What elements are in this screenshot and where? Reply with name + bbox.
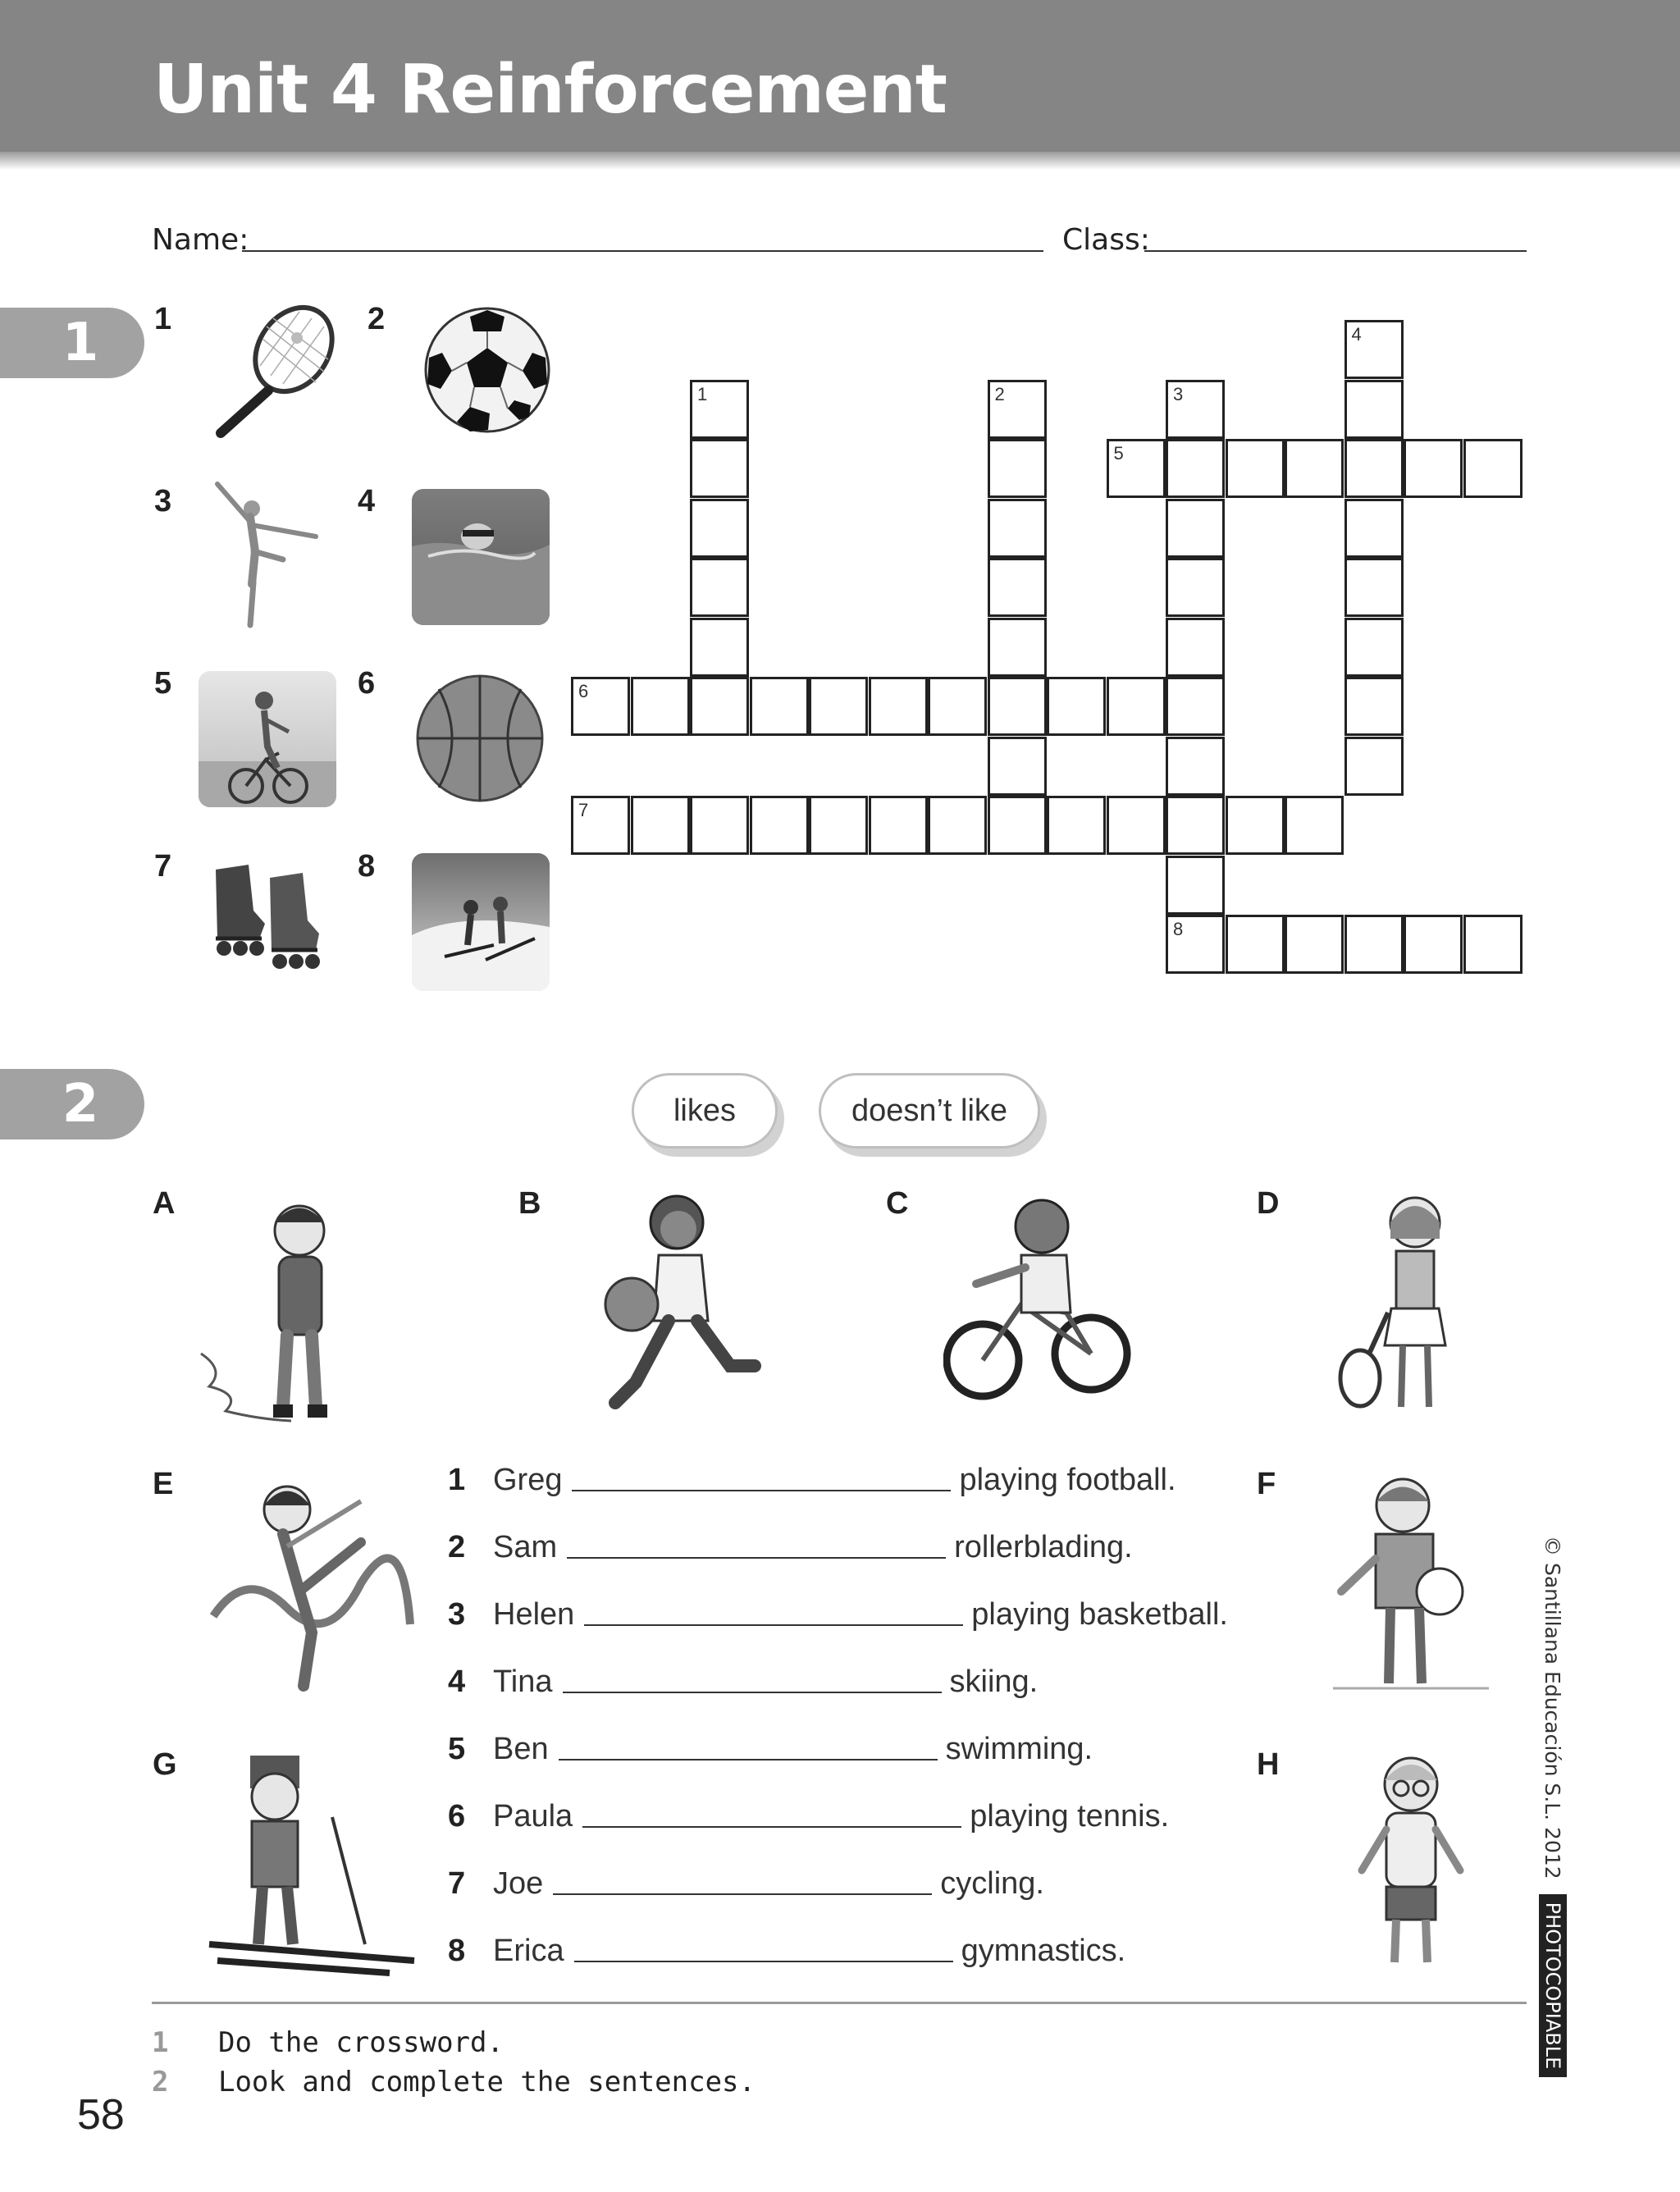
crossword-cell[interactable] <box>1166 380 1225 439</box>
tennis-racket-icon <box>209 302 340 441</box>
crossword-cell[interactable] <box>1285 439 1344 498</box>
crossword-cell[interactable] <box>928 677 987 736</box>
crossword-cell[interactable] <box>690 796 749 855</box>
picture-number: 1 <box>154 302 172 336</box>
crossword-cell[interactable] <box>750 796 809 855</box>
crossword-cell[interactable] <box>1047 796 1106 855</box>
sentence-ending: gymnastics. <box>961 1934 1126 1968</box>
boy-cycling-illustration <box>943 1190 1132 1411</box>
instruction-number: 2 <box>152 2066 169 2098</box>
page-title: Unit 4 Reinforcement <box>153 51 947 129</box>
crossword-cell[interactable] <box>690 677 749 736</box>
instruction-number: 1 <box>152 2026 169 2059</box>
boy-swimming-illustration <box>1345 1747 1477 1977</box>
character-letter: G <box>153 1747 177 1782</box>
crossword-cell[interactable] <box>1344 677 1404 736</box>
crossword-cell[interactable] <box>988 439 1047 498</box>
cyclist-photo <box>199 671 336 807</box>
rollerblades-icon <box>201 853 332 984</box>
section-1-tab: 1 <box>0 308 144 378</box>
sentence-ending: skiing. <box>949 1665 1039 1699</box>
crossword-clue-number: 2 <box>994 383 1005 404</box>
character-letter: B <box>518 1186 541 1221</box>
answer-blank[interactable] <box>567 1557 946 1559</box>
sentence-name: Erica <box>493 1934 564 1968</box>
crossword-cell[interactable] <box>809 677 868 736</box>
footer-divider <box>152 2002 1527 2004</box>
sentence-ending: playing football. <box>959 1463 1176 1497</box>
picture-number: 8 <box>358 849 376 884</box>
side-copyright <box>1541 1536 1591 2070</box>
crossword-clue-number: 1 <box>697 383 708 404</box>
crossword-cell[interactable] <box>1463 439 1522 498</box>
football-icon <box>422 305 552 435</box>
sentence-ending: playing basketball. <box>971 1597 1228 1632</box>
answer-blank[interactable] <box>584 1624 963 1626</box>
header-shadow <box>0 152 1680 170</box>
sentence-name: Tina <box>493 1665 553 1699</box>
character-letter: E <box>153 1467 174 1501</box>
picture-number: 7 <box>154 849 172 884</box>
boy-basketball-illustration <box>587 1190 775 1419</box>
copyright-text: © Santillana Educación S.L. 2012 <box>1541 1536 1565 1879</box>
gymnast-icon <box>201 477 332 633</box>
crossword-cell[interactable] <box>1166 618 1225 677</box>
crossword-cell[interactable] <box>928 796 987 855</box>
sentence-ending: swimming. <box>945 1732 1093 1766</box>
crossword-cell[interactable] <box>988 618 1047 677</box>
crossword-cell[interactable] <box>1166 677 1225 736</box>
crossword-cell[interactable] <box>1107 439 1166 498</box>
sentence-2 <box>448 1524 1133 1565</box>
crossword-cell[interactable] <box>1463 915 1522 974</box>
sentence-ending: cycling. <box>940 1866 1044 1901</box>
crossword-cell[interactable] <box>1166 737 1225 796</box>
class-label: Class: <box>1062 223 1150 257</box>
crossword-cell[interactable] <box>690 558 749 617</box>
crossword-cell[interactable] <box>1344 915 1404 974</box>
crossword-cell[interactable] <box>690 439 749 498</box>
crossword-cell[interactable] <box>1404 915 1463 974</box>
crossword-cell[interactable] <box>1344 439 1404 498</box>
crossword-cell[interactable] <box>1226 439 1285 498</box>
crossword-cell[interactable] <box>1226 915 1285 974</box>
sentence-name: Sam <box>493 1530 558 1564</box>
crossword-cell[interactable] <box>690 499 749 558</box>
instruction-2 <box>152 2066 756 2098</box>
instruction-text: Look and complete the sentences. <box>217 2066 756 2098</box>
crossword-cell[interactable] <box>1344 499 1404 558</box>
instruction-text: Do the crossword. <box>217 2026 504 2059</box>
instruction-1 <box>152 2026 504 2059</box>
crossword-cell[interactable] <box>809 796 868 855</box>
crossword-cell[interactable] <box>1107 796 1166 855</box>
crossword-cell[interactable] <box>631 677 690 736</box>
girl-tennis-illustration <box>1337 1190 1468 1419</box>
girl-skiing-illustration <box>201 1739 422 1977</box>
crossword-cell[interactable] <box>1226 796 1285 855</box>
crossword-cell[interactable] <box>1107 677 1166 736</box>
boy-football-illustration <box>1325 1468 1505 1698</box>
sentence-7 <box>448 1861 1044 1902</box>
sentence-number: 3 <box>448 1597 466 1632</box>
crossword-cell[interactable] <box>571 677 630 736</box>
name-label: Name: <box>152 223 249 257</box>
section-2-tab: 2 <box>0 1069 144 1139</box>
crossword-cell[interactable] <box>869 677 928 736</box>
sentence-number: 5 <box>448 1732 466 1766</box>
girl-gymnastics-illustration <box>197 1468 427 1698</box>
crossword-cell[interactable] <box>1166 439 1225 498</box>
crossword-clue-number: 5 <box>1113 443 1124 464</box>
sentence-number: 6 <box>448 1799 466 1834</box>
answer-blank[interactable] <box>582 1826 961 1828</box>
name-field[interactable] <box>242 250 1043 252</box>
crossword-clue-number: 8 <box>1173 919 1184 939</box>
sentence-3 <box>448 1591 1228 1633</box>
character-letter: D <box>1257 1186 1280 1221</box>
picture-number: 6 <box>358 666 376 701</box>
swimmer-photo <box>412 489 550 625</box>
sentence-5 <box>448 1726 1093 1767</box>
answer-blank[interactable] <box>572 1490 951 1491</box>
picture-number: 4 <box>358 484 376 518</box>
crossword-cell[interactable] <box>869 796 928 855</box>
crossword-cell[interactable] <box>988 796 1047 855</box>
crossword-cell[interactable] <box>690 618 749 677</box>
sentence-8 <box>448 1928 1125 1969</box>
sentence-ending: rollerblading. <box>954 1530 1133 1564</box>
sentence-number: 8 <box>448 1934 466 1968</box>
crossword-cell[interactable] <box>750 677 809 736</box>
sentence-name: Helen <box>493 1597 575 1632</box>
crossword-cell[interactable] <box>1344 618 1404 677</box>
word-bank-doesnt-like: doesn’t like <box>819 1073 1040 1149</box>
crossword-cell[interactable] <box>1166 915 1225 974</box>
class-field[interactable] <box>1144 250 1527 252</box>
crossword-clue-number: 4 <box>1351 324 1362 345</box>
crossword-cell[interactable] <box>631 796 690 855</box>
character-letter: C <box>886 1186 909 1221</box>
picture-number: 3 <box>154 484 172 518</box>
character-letter: A <box>153 1186 176 1221</box>
crossword-clue-number: 3 <box>1173 383 1184 404</box>
character-letter: F <box>1257 1467 1276 1501</box>
word-bank-likes: likes <box>632 1073 778 1149</box>
sentence-name: Joe <box>493 1866 544 1901</box>
sentence-name: Greg <box>493 1463 563 1497</box>
crossword-cell[interactable] <box>988 499 1047 558</box>
sentence-name: Paula <box>493 1799 573 1834</box>
crossword-clue-number: 7 <box>578 800 589 820</box>
answer-blank[interactable] <box>563 1692 942 1693</box>
photocopiable-badge: PHOTOCOPIABLE <box>1539 1894 1567 2078</box>
crossword-cell[interactable] <box>1166 796 1225 855</box>
crossword-cell[interactable] <box>988 677 1047 736</box>
sentence-number: 2 <box>448 1530 466 1564</box>
crossword-cell[interactable] <box>1047 677 1106 736</box>
crossword-cell[interactable] <box>1166 558 1225 617</box>
crossword-cell[interactable] <box>571 796 630 855</box>
sentence-4 <box>448 1659 1038 1700</box>
boy-scared-skating-illustration <box>193 1190 357 1427</box>
picture-number: 2 <box>368 302 386 336</box>
character-letter: H <box>1257 1747 1280 1782</box>
crossword-cell[interactable] <box>1404 439 1463 498</box>
sentence-number: 1 <box>448 1463 466 1497</box>
crossword-cell[interactable] <box>988 737 1047 796</box>
answer-blank[interactable] <box>553 1893 932 1895</box>
crossword-cell[interactable] <box>1344 737 1404 796</box>
sentence-1 <box>448 1457 1176 1498</box>
sentence-ending: playing tennis. <box>970 1799 1170 1834</box>
sentence-6 <box>448 1793 1169 1834</box>
crossword-clue-number: 6 <box>578 681 589 701</box>
sentence-number: 7 <box>448 1866 466 1901</box>
crossword-cell[interactable] <box>988 380 1047 439</box>
crossword-cell[interactable] <box>988 558 1047 617</box>
crossword-cell[interactable] <box>1285 796 1344 855</box>
crossword-cell[interactable] <box>1344 320 1404 379</box>
answer-blank[interactable] <box>559 1759 938 1760</box>
picture-number: 5 <box>154 666 172 701</box>
sentence-name: Ben <box>493 1732 549 1766</box>
page-number: 58 <box>77 2091 125 2139</box>
crossword-cell[interactable] <box>1344 558 1404 617</box>
skiers-photo <box>412 853 550 991</box>
answer-blank[interactable] <box>574 1961 953 1962</box>
crossword-cell[interactable] <box>1285 915 1344 974</box>
crossword-cell[interactable] <box>1166 856 1225 915</box>
basketball-icon <box>414 673 546 804</box>
crossword-cell[interactable] <box>1166 499 1225 558</box>
crossword-cell[interactable] <box>690 380 749 439</box>
crossword-cell[interactable] <box>1344 380 1404 439</box>
sentence-number: 4 <box>448 1665 466 1699</box>
